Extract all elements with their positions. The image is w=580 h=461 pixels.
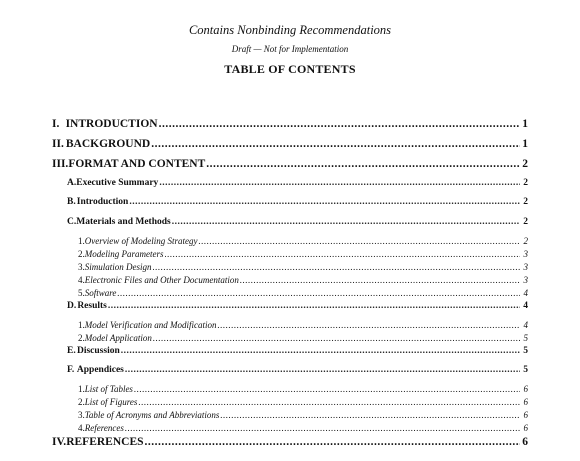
- toc-entry-label[interactable]: INTRODUCTION: [65, 118, 158, 130]
- toc-entry-page: 2: [523, 178, 528, 188]
- toc-entry-label[interactable]: Introduction: [76, 197, 129, 207]
- toc-entry-number: 1.: [78, 384, 85, 394]
- toc-entry-page: 1: [522, 118, 528, 130]
- toc-entry[interactable]: [78, 249, 528, 259]
- toc-entry[interactable]: [78, 410, 528, 420]
- toc-entry[interactable]: [67, 178, 528, 188]
- toc-entry-page: 2: [523, 217, 528, 227]
- toc-entry-number: 4.: [78, 275, 85, 285]
- toc-entry-page: 4: [523, 301, 528, 311]
- toc-dot-leader: [165, 249, 521, 259]
- toc-entry[interactable]: [67, 217, 528, 227]
- toc-entry-number: 3.: [78, 410, 85, 420]
- toc-entry-page: 2: [523, 197, 528, 207]
- toc-dot-leader: [217, 320, 520, 330]
- toc-entry-number: 5.: [78, 288, 85, 298]
- toc-dot-leader: [153, 262, 521, 272]
- toc-entry[interactable]: [52, 138, 528, 150]
- toc-entry[interactable]: [78, 288, 528, 298]
- toc-dot-leader: [145, 436, 520, 448]
- toc-entry-number: 2.: [78, 249, 85, 259]
- toc-dot-leader: [198, 236, 520, 246]
- toc-entry-label[interactable]: Model Application: [84, 333, 152, 343]
- toc-entry-page: 5: [523, 365, 528, 375]
- toc-entry-number: IV.: [52, 436, 67, 448]
- toc-entry-label[interactable]: Modeling Parameters: [84, 249, 164, 259]
- toc-entry-number: 1.: [78, 320, 85, 330]
- toc-entry-label[interactable]: List of Figures: [84, 397, 138, 407]
- toc-dot-leader: [240, 275, 520, 285]
- toc-entry-page: 2: [522, 158, 528, 170]
- toc-entry-label[interactable]: Electronic Files and Other Documentation: [84, 275, 239, 285]
- toc-entry-label[interactable]: Materials and Methods: [76, 217, 171, 227]
- toc-dot-leader: [206, 158, 520, 170]
- toc-entry[interactable]: [78, 384, 528, 394]
- page-title: TABLE OF CONTENTS: [224, 62, 356, 76]
- toc-dot-leader: [134, 384, 520, 394]
- toc-entry-page: 4: [523, 320, 528, 330]
- toc-entry-page: 6: [523, 384, 528, 394]
- toc-entry-label[interactable]: References: [84, 423, 124, 433]
- toc-entry-number: E.: [67, 346, 76, 356]
- toc-entry-page: 2: [523, 236, 528, 246]
- toc-entry-number: 2.: [78, 397, 85, 407]
- toc-dot-leader: [129, 197, 520, 207]
- toc-entry-number: II.: [52, 138, 64, 150]
- toc-entry-label[interactable]: Appendices: [76, 365, 124, 375]
- toc-entry-page: 3: [523, 262, 528, 272]
- toc-entry[interactable]: [67, 197, 528, 207]
- toc-entry-number: B.: [67, 197, 76, 207]
- toc-entry-number: F.: [67, 365, 75, 375]
- toc-entry-label[interactable]: Executive Summary: [76, 178, 159, 188]
- draft-notice: Draft — Not for Implementation: [231, 44, 349, 54]
- toc-dot-leader: [117, 288, 520, 298]
- toc-entry[interactable]: [52, 436, 528, 448]
- toc-entry-label[interactable]: Results: [77, 301, 107, 311]
- toc-entry-label[interactable]: Discussion: [76, 346, 120, 356]
- toc-entry-label[interactable]: REFERENCES: [66, 436, 144, 448]
- toc-entry[interactable]: [78, 262, 528, 272]
- toc-dot-leader: [151, 138, 520, 150]
- toc-entry-number: 3.: [78, 262, 85, 272]
- toc-entry-label[interactable]: FORMAT AND CONTENT: [68, 158, 206, 170]
- toc-dot-leader: [108, 301, 520, 311]
- toc-entry-page: 6: [523, 423, 528, 433]
- toc-entry-number: 4.: [78, 423, 85, 433]
- toc-entry-number: D.: [67, 301, 77, 311]
- toc-dot-leader: [125, 365, 520, 375]
- toc-entry-label[interactable]: Model Verification and Modification: [84, 320, 217, 330]
- toc-entry[interactable]: [52, 158, 528, 170]
- toc-entry-page: 4: [523, 288, 528, 298]
- toc-entry-number: 2.: [78, 333, 85, 343]
- toc-dot-leader: [125, 423, 520, 433]
- toc-entry[interactable]: [78, 333, 528, 343]
- toc-entry[interactable]: [78, 275, 528, 285]
- toc-entry[interactable]: [67, 346, 528, 356]
- toc-entry-page: 6: [523, 410, 528, 420]
- toc-entry-page: 1: [522, 138, 528, 150]
- toc-entry-label[interactable]: List of Tables: [84, 384, 133, 394]
- toc-entry-page: 6: [522, 436, 528, 448]
- toc-entry-number: 1.: [78, 236, 85, 246]
- toc-dot-leader: [121, 346, 520, 356]
- toc-entry-number: A.: [67, 178, 77, 188]
- toc-entry-number: I.: [52, 118, 60, 130]
- toc-entry[interactable]: [52, 118, 528, 130]
- toc-entry[interactable]: [78, 236, 528, 246]
- nonbinding-notice: Contains Nonbinding Recommendations: [188, 23, 392, 37]
- toc-entry[interactable]: [78, 423, 528, 433]
- toc-entry-page: 5: [523, 333, 528, 343]
- toc-entry[interactable]: [67, 301, 528, 311]
- toc-entry[interactable]: [67, 365, 528, 375]
- toc-entry-label[interactable]: Simulation Design: [84, 262, 152, 272]
- toc-entry[interactable]: [78, 320, 528, 330]
- toc-entry-number: C.: [67, 217, 77, 227]
- toc-entry-label[interactable]: BACKGROUND: [65, 138, 151, 150]
- toc-dot-leader: [138, 397, 520, 407]
- toc-dot-leader: [153, 333, 520, 343]
- toc-dot-leader: [159, 178, 520, 188]
- toc-entry-label[interactable]: Software: [84, 288, 117, 298]
- toc-dot-leader: [159, 118, 520, 130]
- toc-entry-label[interactable]: Overview of Modeling Strategy: [84, 236, 198, 246]
- toc-dot-leader: [172, 217, 520, 227]
- toc-entry-page: 6: [523, 397, 528, 407]
- toc-dot-leader: [220, 410, 520, 420]
- toc-entry-number: III.: [52, 158, 69, 170]
- toc-entry-page: 3: [523, 249, 528, 259]
- toc-entry[interactable]: [78, 397, 528, 407]
- toc-entry-label[interactable]: Table of Acronyms and Abbreviations: [84, 410, 220, 420]
- toc-entry-page: 5: [523, 346, 528, 356]
- toc-entry-page: 3: [523, 275, 528, 285]
